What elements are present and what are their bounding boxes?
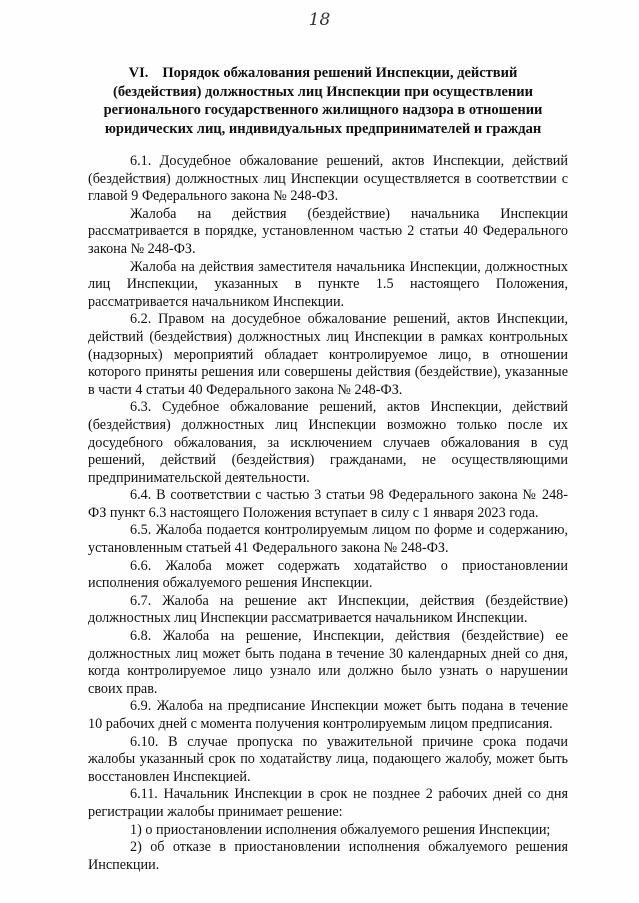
paragraph: 6.11. Начальник Инспекции в срок не позднее 2 рабочих дней со дня регистрации жалобы принимает решение: (88, 786, 568, 820)
section-number: VI. (128, 65, 149, 81)
paragraph: 6.7. Жалоба на решение акт Инспекции, действия (бездействие) должностных лиц Инспекции рассматривается начальником Инспекции. (88, 592, 568, 627)
paragraph: 6.1. Досудебное обжалование решений, актов Инспекции, действий (бездействия) должностных лиц Инспекции осуществляется в соответствии с главой 9 Федерального закона № 248-ФЗ. (88, 153, 568, 205)
paragraph: 6.5. Жалоба подается контролируемым лицом по форме и содержанию, установленным статьей 41 Федерального закона № 248-ФЗ. (88, 522, 568, 557)
paragraph: Жалоба на действия заместителя начальника Инспекции, должностных лиц Инспекции, указанных в пункте 1.5 настоящего Положения, рассматривается начальником Инспекции. (88, 258, 568, 310)
list-item: 2) об отказе в приостановлении исполнения обжалуемого решения Инспекции. (88, 839, 568, 873)
section-title: Порядок обжалования решений Инспекции, действий (бездействия) должностных лиц Инспекции при осуществлении регионального государственного жилищного надзора в отношении юридических лиц, индивидуальных предпринимателей и граждан (103, 65, 543, 137)
paragraph: 6.10. В случае пропуска по уважительной причине срока подачи жалобы указанный срок по ходатайству лица, подающего жалобу, может быть восстановлен Инспекцией. (88, 733, 568, 785)
page-number: 18 (308, 10, 331, 30)
paragraph: 6.2. Правом на досудебное обжалование решений, актов Инспекции, действий (бездействия) должностных лиц Инспекции в рамках контрольных (надзорных) мероприятий обладает контролируемое лицо, в отношении которого приняты решения или совершены действия (бездействие), указанные в части 4 статьи 40 Федерального закона № 248-ФЗ. (88, 311, 568, 398)
section-heading (88, 64, 558, 138)
paragraph: 6.3. Судебное обжалование решений, актов Инспекции, действий (бездействия) должностных лиц Инспекции возможно только после их досудебного обжалования, за исключением случаев обжалования в суд решений, действий (бездействия) гражданами, не осуществляющими предпринимательской деятельности. (88, 399, 568, 486)
paragraph: 6.6. Жалоба может содержать ходатайство о приостановлении исполнения обжалуемого решения Инспекции. (88, 557, 568, 592)
paragraph: 6.9. Жалоба на предписание Инспекции может быть подана в течение 10 рабочих дней с момента получения контролируемым лицом предписания. (88, 698, 568, 732)
body-text (88, 153, 568, 874)
paragraph: 6.8. Жалоба на решение, Инспекции, действия (бездействие) ее должностных лиц может быть подана в течение 30 календарных дней со дня, когда контролируемое лицо узнало или должно было узнать о нарушении своих прав. (88, 628, 568, 697)
list-item: 1) о приостановлении исполнения обжалуемого решения Инспекции; (130, 821, 551, 838)
paragraph: 6.4. В соответствии с частью 3 статьи 98 Федерального закона № 248-ФЗ пункт 6.3 настоящего Положения вступает в силу с 1 января 2023 года. (88, 487, 568, 521)
paragraph: Жалоба на действия (бездействие) начальника Инспекции рассматривается в порядке, установленном частью 2 статьи 40 Федерального закона № 248-ФЗ. (88, 205, 568, 257)
